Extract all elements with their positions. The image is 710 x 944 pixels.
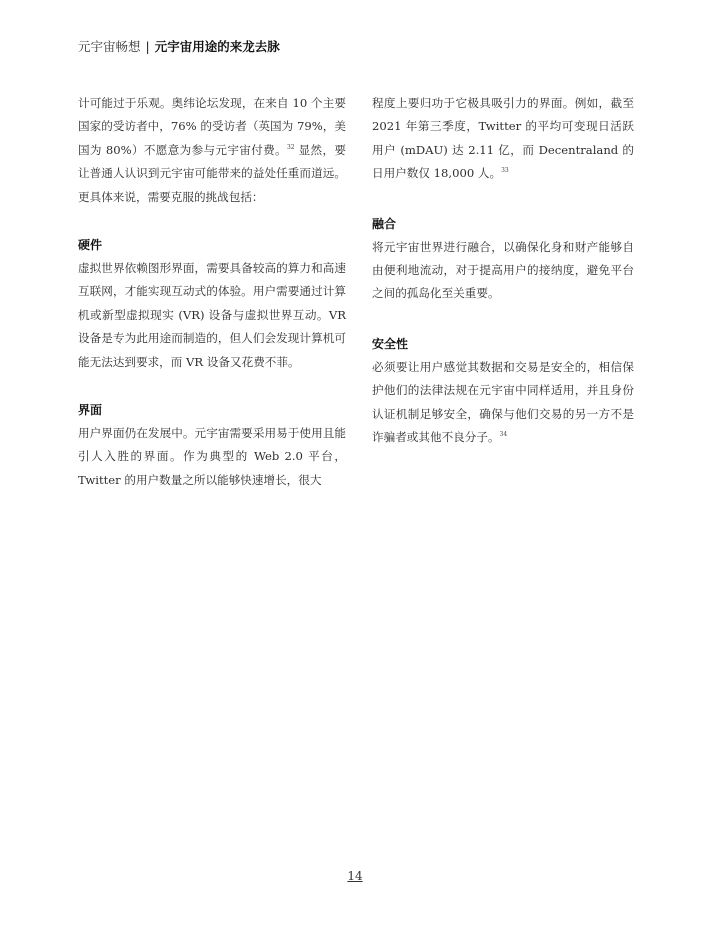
integration-paragraph: 将元宇宙世界进行融合，以确保化身和财产能够自由便利地流动，对于提高用户的接纳度，避免平台之间的孤岛化至关重要。 xyxy=(372,239,634,301)
left-column xyxy=(78,92,346,492)
header-series: 元宇宙畅想 xyxy=(78,39,141,54)
header-chapter-title: 元宇宙用途的来龙去脉 xyxy=(154,39,280,54)
footnote-ref-33[interactable]: 33 xyxy=(501,167,509,175)
footnote-ref-34[interactable]: 34 xyxy=(499,431,508,439)
security-paragraph: 必须要让用户感觉其数据和交易是安全的，相信保护他们的法律法规在元宇宙中同样适用，并且身份认证机制足够安全，确保与他们交易的另一方不是诈骗者或其他不良分子。$^{34}$ xyxy=(372,359,634,445)
page-number: 14 xyxy=(347,869,363,883)
security-heading: 安全性 xyxy=(372,336,409,351)
interface-paragraph: 用户界面仍在发展中。元宇宙需要采用易于使用且能引人入胜的界面。作为典型的 Web 2.0 平台，Twitter 的用户数量之所以能够快速增长，很大 xyxy=(78,426,346,487)
hardware-heading: 硬件 xyxy=(78,238,103,253)
footnote-ref-32[interactable]: 32 xyxy=(286,143,295,151)
integration-heading: 融合 xyxy=(372,216,397,231)
header-separator: | xyxy=(145,39,150,54)
hardware-paragraph: 虚拟世界依赖图形界面，需要具备较高的算力和高速互联网，才能实现互动式的体验。用户需要通过计算机或新型虚拟现实 (VR) 设备与虚拟世界互动。VR 设备是专为此用途而制造的，但人们会发现计算机可能无法达到要求，而 VR 设备又花费不菲。 xyxy=(78,261,346,369)
right-column xyxy=(372,92,634,449)
running-header xyxy=(78,38,280,56)
intro-paragraph: 计可能过于乐观。奥纬论坛发现，在来自 10 个主要国家的受访者中，76% 的受访者（英国为 79%，美国为 80%）不愿意为参与元宇宙付费。$^{32}$ 显然，要让普通人认识到元宇宙可能带来的益处任重而道远。更具体来说，需要克服的挑战包括： xyxy=(78,96,346,204)
interface-continued-paragraph: 程度上要归功于它极具吸引力的界面。例如，截至 2021 年第三季度，Twitter 的平均可变现日活跃用户 (mDAU) 达 2.11 亿，而 Decentraland 的日用户数仅 18,000 人。$^{33}$ xyxy=(372,96,634,181)
interface-heading: 界面 xyxy=(78,403,103,418)
